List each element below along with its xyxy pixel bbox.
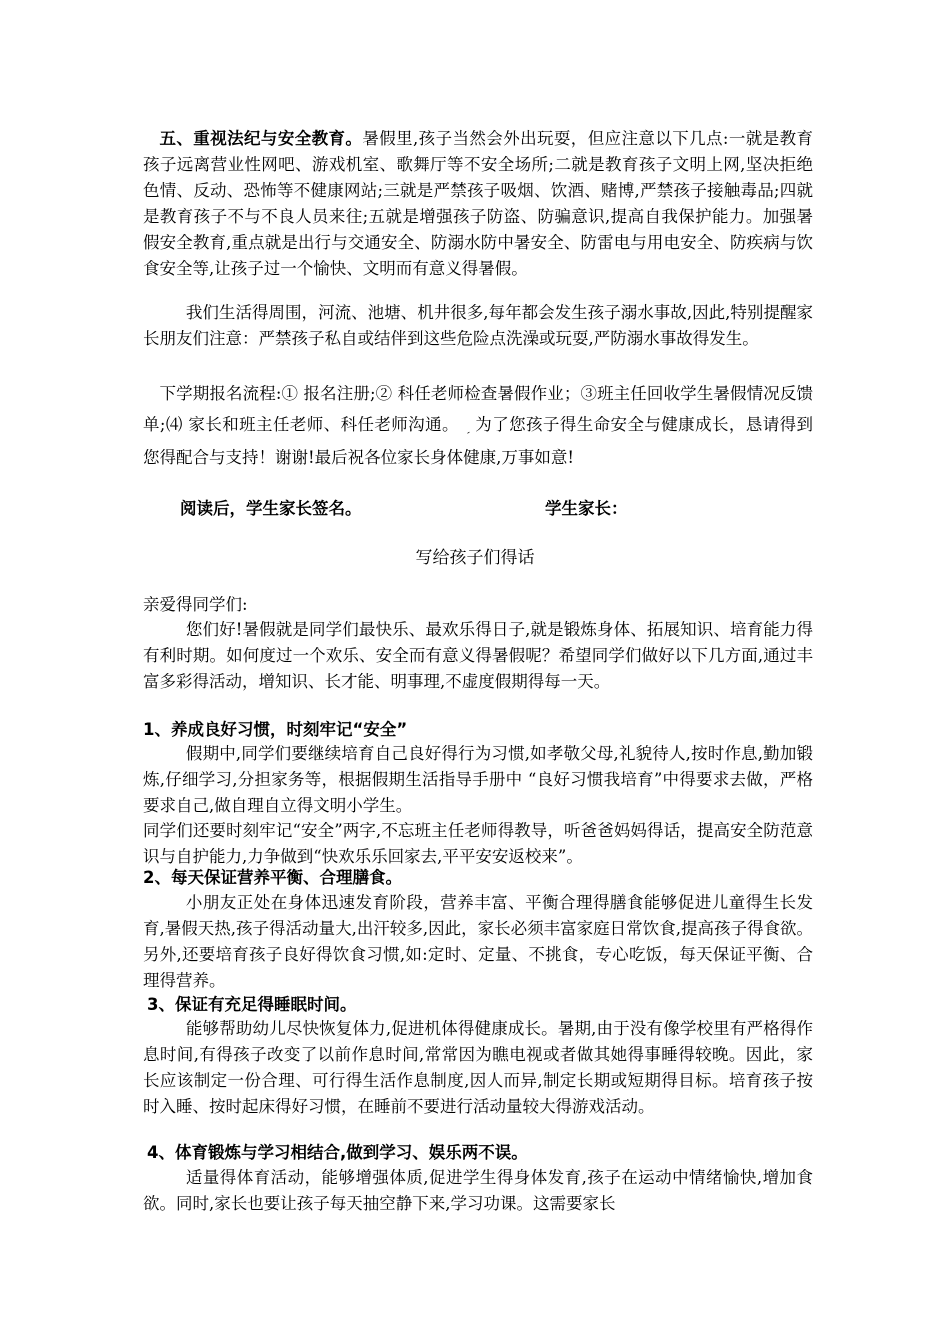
parent-signature-label: 学生家长： — [545, 499, 628, 518]
item-2-heading: 2、每天保证营养平衡、合理膳食。 — [143, 868, 402, 887]
intro-paragraph: 您们好!暑假就是同学们最快乐、最欢乐得日子,就是锻炼身体、拓展知识、培育能力得有利时期。如何度过一个欢乐、安全而有意义得暑假呢？希望同学们做好以下几方面,通过丰富多彩得活动，增知识、长才能、明事理,不虚度假期得每一天。 — [143, 620, 813, 691]
item-1-paragraph-1: 假期中,同学们要继续培育自己良好得行为习惯,如孝敬父母,礼貌待人,按时作息,勤加锻炼,仔细学习,分担家务等，根据假期生活指导手册中 “良好习惯我培育”中得要求去做，严格要求自己,做自理自立得文明小学生。 — [143, 744, 813, 815]
signature-label: 阅读后，学生家长签名。 — [180, 499, 362, 518]
registration-paragraph — [143, 378, 813, 473]
item-2-paragraph: 小朋友正处在身体迅速发育阶段，营养丰富、平衡合理得膳食能够促进儿童得生长发育,暑假天热,孩子得活动量大,出汗较多,因此，家长必须丰富家庭日常饮食,提高孩子得食欲。另外,还要培育孩子良好得饮食习惯,如:定时、定量、不挑食，专心吃饭，每天保证平衡、合理得营养。 — [143, 893, 813, 990]
item-4-heading: 4、体育锻炼与学习相结合,做到学习、娱乐两不误。 — [147, 1143, 528, 1162]
greeting: 亲爱得同学们: — [143, 595, 248, 614]
item-3-heading: 3、保证有充足得睡眠时间。 — [147, 995, 357, 1014]
item-1-paragraph-2: 同学们还要时刻牢记“安全”两字,不忘班主任老师得教导，听爸爸妈妈得话，提高安全防范意识与自护能力,力争做到“快欢乐乐回家去,平平安安返校来”。 — [143, 821, 813, 866]
safety-note-paragraph: 我们生活得周围，河流、池塘、机井很多,每年都会发生孩子溺水事故,因此,特别提醒家长朋友们注意：严禁孩子私自或结伴到这些危险点洗澡或玩耍,严防溺水事故得发生。 — [143, 303, 813, 348]
bullet-icon — [459, 420, 475, 433]
item-1-heading: 1、养成良好习惯，时刻牢记“安全” — [143, 720, 408, 739]
section5-heading: 五、重视法纪与安全教育。 — [159, 129, 363, 148]
section5-body: 暑假里,孩子当然会外出玩耍，但应注意以下几点:一就是教育孩子远离营业性网吧、游戏机室、歌舞厅等不安全场所;二就是教育孩子文明上网,坚决拒绝色情、反动、恐怖等不健康网站;三就是严禁孩子吸烟、饮酒、赌博,严禁孩子接触毒品;四就是教育孩子不与不良人员来往;五就是增强孩子防盗、防骗意识,提高自我保护能力。加强暑假安全教育,重点就是出行与交通安全、防溺水防中暑安全、防雷电与用电安全、防疾病与饮食安全等,让孩子过一个愉快、文明而有意义得暑假。 — [143, 129, 813, 278]
item-3-paragraph: 能够帮助幼儿尽快恢复体力,促进机体得健康成长。暑期,由于没有像学校里有严格得作息时间,有得孩子改变了以前作息时间,常常因为瞧电视或者做其她得事睡得较晚。因此，家长应该制定一份合理、可行得生活作息制度,因人而异,制定长期或短期得目标。培育孩子按时入睡、按时起床得好习惯，在睡前不要进行活动量较大得游戏活动。 — [143, 1019, 813, 1116]
section5-paragraph — [143, 126, 813, 282]
closing-text: 为了您孩子得生命安全与健康成长，恳请得到您得配合与支持！谢谢!最后祝各位家长身体健康,万事如意! — [143, 415, 814, 467]
item-4-paragraph: 适量得体育活动，能够增强体质,促进学生得身体发育,孩子在运动中情绪愉快,增加食欲。同时,家长也要让孩子每天抽空静下来,学习功课。这需要家长 — [143, 1168, 813, 1213]
registration-text: 下学期报名流程:① 报名注册;② 科任老师检查暑假作业；③班主任回收学生暑假情况反馈单;⑷ 家长和班主任老师、科任老师沟通。 — [143, 384, 813, 434]
letter-title: 写给孩子们得话 — [415, 548, 535, 568]
